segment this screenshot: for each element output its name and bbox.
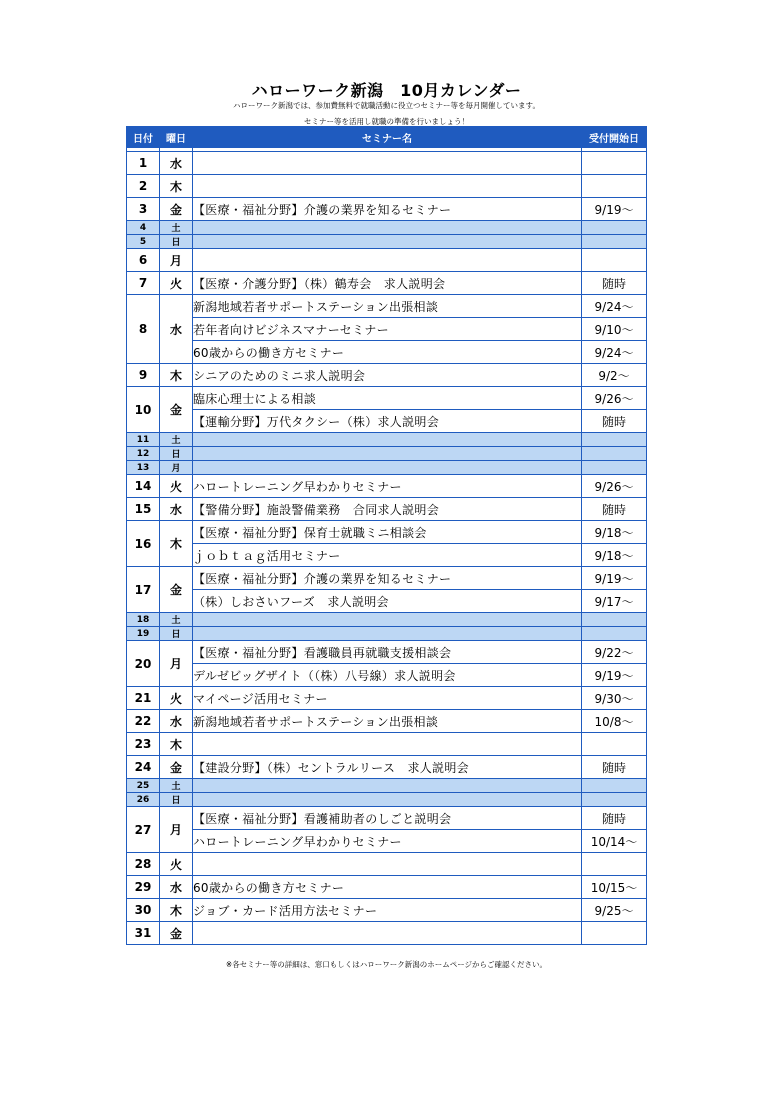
day-cell: 17 xyxy=(127,567,160,613)
start-date-cell xyxy=(582,235,647,249)
weekday-cell: 水 xyxy=(160,498,193,521)
day-cell: 16 xyxy=(127,521,160,567)
day-cell: 14 xyxy=(127,475,160,498)
weekday-cell: 水 xyxy=(160,876,193,899)
table-row xyxy=(127,175,647,198)
seminar-name-cell xyxy=(193,152,582,175)
start-date-cell: 9/30～ xyxy=(582,687,647,710)
seminar-name-cell: 【医療・介護分野】（株）鶴寿会 求人説明会 xyxy=(193,272,582,295)
start-date-cell: 9/22～ xyxy=(582,641,647,664)
table-row xyxy=(127,272,647,295)
day-cell: 2 xyxy=(127,175,160,198)
table-row xyxy=(127,567,647,590)
start-date-cell: 随時 xyxy=(582,498,647,521)
table-row xyxy=(127,793,647,807)
day-cell: 20 xyxy=(127,641,160,687)
table-row xyxy=(127,364,647,387)
weekday-cell: 日 xyxy=(160,235,193,249)
table-row xyxy=(127,410,647,433)
table-row xyxy=(127,544,647,567)
day-cell: 28 xyxy=(127,853,160,876)
weekday-cell: 水 xyxy=(160,295,193,364)
weekday-cell: 月 xyxy=(160,461,193,475)
weekday-cell: 木 xyxy=(160,364,193,387)
table-row xyxy=(127,341,647,364)
subtitle-intro: ハローワーク新潟では、参加費無料で就職活動に役立つセミナー等を毎月開催しています。 xyxy=(233,101,540,110)
seminar-name-cell: ハロートレーニング早わかりセミナー xyxy=(193,475,582,498)
table-row xyxy=(127,664,647,687)
start-date-cell xyxy=(582,922,647,945)
start-date-cell: 9/18～ xyxy=(582,521,647,544)
day-cell: 7 xyxy=(127,272,160,295)
seminar-name-cell xyxy=(193,779,582,793)
table-row xyxy=(127,756,647,779)
start-date-cell: 10/14～ xyxy=(582,830,647,853)
start-date-cell xyxy=(582,433,647,447)
seminar-name-cell: 60歳からの働き方セミナー xyxy=(193,876,582,899)
start-date-cell xyxy=(582,779,647,793)
seminar-name-cell: 【医療・福祉分野】介護の業界を知るセミナー xyxy=(193,198,582,221)
start-date-cell: 9/24～ xyxy=(582,341,647,364)
day-cell: 10 xyxy=(127,387,160,433)
weekday-cell: 木 xyxy=(160,175,193,198)
table-row xyxy=(127,521,647,544)
seminar-name-cell xyxy=(193,922,582,945)
start-date-cell: 9/10～ xyxy=(582,318,647,341)
start-date-cell xyxy=(582,733,647,756)
table-row xyxy=(127,807,647,830)
table-row xyxy=(127,249,647,272)
seminar-name-cell xyxy=(193,853,582,876)
day-cell: 25 xyxy=(127,779,160,793)
seminar-name-cell: 若年者向けビジネスマナーセミナー xyxy=(193,318,582,341)
day-cell: 12 xyxy=(127,447,160,461)
start-date-cell xyxy=(582,793,647,807)
day-cell: 23 xyxy=(127,733,160,756)
start-date-cell: 随時 xyxy=(582,807,647,830)
table-row xyxy=(127,733,647,756)
table-header-row xyxy=(127,127,647,148)
day-cell: 19 xyxy=(127,627,160,641)
weekday-cell: 金 xyxy=(160,567,193,613)
start-date-cell: 9/19～ xyxy=(582,664,647,687)
weekday-cell: 土 xyxy=(160,613,193,627)
table-row xyxy=(127,318,647,341)
start-date-cell: 10/15～ xyxy=(582,876,647,899)
table-row xyxy=(127,830,647,853)
table-row xyxy=(127,475,647,498)
start-date-cell: 9/18～ xyxy=(582,544,647,567)
seminar-name-cell xyxy=(193,175,582,198)
seminar-name-cell xyxy=(193,249,582,272)
seminar-name-cell: シニアのためのミニ求人説明会 xyxy=(193,364,582,387)
header-weekday: 曜日 xyxy=(160,127,193,148)
weekday-cell: 日 xyxy=(160,627,193,641)
start-date-cell xyxy=(582,627,647,641)
day-cell: 11 xyxy=(127,433,160,447)
day-cell: 15 xyxy=(127,498,160,521)
table-row xyxy=(127,899,647,922)
table-row xyxy=(127,876,647,899)
weekday-cell: 月 xyxy=(160,807,193,853)
weekday-cell: 日 xyxy=(160,793,193,807)
weekday-cell: 金 xyxy=(160,387,193,433)
day-cell: 22 xyxy=(127,710,160,733)
table-row xyxy=(127,590,647,613)
start-date-cell: 9/24～ xyxy=(582,295,647,318)
day-cell: 9 xyxy=(127,364,160,387)
day-cell: 31 xyxy=(127,922,160,945)
table-row xyxy=(127,221,647,235)
weekday-cell: 火 xyxy=(160,687,193,710)
table-row xyxy=(127,387,647,410)
seminar-name-cell: ハロートレーニング早わかりセミナー xyxy=(193,830,582,853)
header-start-date: 受付開始日 xyxy=(582,127,647,148)
table-row xyxy=(127,922,647,945)
page-title: ハローワーク新潟 10月カレンダー xyxy=(251,81,522,100)
day-cell: 18 xyxy=(127,613,160,627)
footnote: ※各セミナー等の詳細は、窓口もしくはハローワーク新潟のホームページからご確認ください。 xyxy=(225,960,548,969)
weekday-cell: 土 xyxy=(160,779,193,793)
weekday-cell: 木 xyxy=(160,733,193,756)
weekday-cell: 水 xyxy=(160,152,193,175)
header-day: 日付 xyxy=(127,127,160,148)
seminar-name-cell: 【運輸分野】万代タクシー（株）求人説明会 xyxy=(193,410,582,433)
day-cell: 3 xyxy=(127,198,160,221)
weekday-cell: 日 xyxy=(160,447,193,461)
seminar-name-cell: 60歳からの働き方セミナー xyxy=(193,341,582,364)
start-date-cell: 9/26～ xyxy=(582,387,647,410)
seminar-name-cell: 【医療・福祉分野】介護の業界を知るセミナー xyxy=(193,567,582,590)
day-cell: 1 xyxy=(127,152,160,175)
seminar-name-cell: 新潟地域若者サポートステーション出張相談 xyxy=(193,295,582,318)
seminar-name-cell xyxy=(193,221,582,235)
seminar-name-cell: 【医療・福祉分野】看護職員再就職支援相談会 xyxy=(193,641,582,664)
seminar-name-cell: 【医療・福祉分野】看護補助者のしごと説明会 xyxy=(193,807,582,830)
start-date-cell xyxy=(582,447,647,461)
seminar-name-cell xyxy=(193,793,582,807)
weekday-cell: 水 xyxy=(160,710,193,733)
start-date-cell: 随時 xyxy=(582,272,647,295)
start-date-cell: 9/19～ xyxy=(582,567,647,590)
seminar-name-cell xyxy=(193,627,582,641)
table-row xyxy=(127,710,647,733)
seminar-calendar-table xyxy=(126,126,647,945)
weekday-cell: 月 xyxy=(160,641,193,687)
day-cell: 8 xyxy=(127,295,160,364)
seminar-name-cell: 【建設分野】（株）セントラルリース 求人説明会 xyxy=(193,756,582,779)
weekday-cell: 火 xyxy=(160,272,193,295)
seminar-name-cell xyxy=(193,461,582,475)
start-date-cell: 9/17～ xyxy=(582,590,647,613)
table-row xyxy=(127,627,647,641)
start-date-cell: 9/26～ xyxy=(582,475,647,498)
seminar-name-cell: 【警備分野】施設警備業務 合同求人説明会 xyxy=(193,498,582,521)
day-cell: 5 xyxy=(127,235,160,249)
seminar-name-cell xyxy=(193,447,582,461)
calendar-body xyxy=(127,148,647,945)
start-date-cell xyxy=(582,175,647,198)
seminar-name-cell xyxy=(193,613,582,627)
weekday-cell: 月 xyxy=(160,249,193,272)
table-row xyxy=(127,447,647,461)
table-row xyxy=(127,461,647,475)
header-seminar: セミナー名 xyxy=(193,127,582,148)
seminar-name-cell: デルゼビッグザイト（（株）八号線）求人説明会 xyxy=(193,664,582,687)
weekday-cell: 金 xyxy=(160,198,193,221)
table-row xyxy=(127,235,647,249)
seminar-name-cell xyxy=(193,433,582,447)
table-row xyxy=(127,687,647,710)
day-cell: 26 xyxy=(127,793,160,807)
weekday-cell: 木 xyxy=(160,899,193,922)
seminar-name-cell xyxy=(193,235,582,249)
weekday-cell: 金 xyxy=(160,756,193,779)
day-cell: 6 xyxy=(127,249,160,272)
day-cell: 29 xyxy=(127,876,160,899)
start-date-cell xyxy=(582,152,647,175)
start-date-cell: 9/2～ xyxy=(582,364,647,387)
weekday-cell: 土 xyxy=(160,433,193,447)
day-cell: 13 xyxy=(127,461,160,475)
start-date-cell xyxy=(582,221,647,235)
table-row xyxy=(127,498,647,521)
table-row xyxy=(127,433,647,447)
start-date-cell: 9/25～ xyxy=(582,899,647,922)
seminar-name-cell: 【医療・福祉分野】保育士就職ミニ相談会 xyxy=(193,521,582,544)
table-row xyxy=(127,295,647,318)
seminar-name-cell: ジョブ・カード活用方法セミナー xyxy=(193,899,582,922)
weekday-cell: 金 xyxy=(160,922,193,945)
seminar-name-cell: 臨床心理士による相談 xyxy=(193,387,582,410)
day-cell: 21 xyxy=(127,687,160,710)
start-date-cell: 随時 xyxy=(582,410,647,433)
seminar-name-cell: 新潟地域若者サポートステーション出張相談 xyxy=(193,710,582,733)
seminar-name-cell xyxy=(193,733,582,756)
day-cell: 30 xyxy=(127,899,160,922)
seminar-name-cell: （株）しおさいフーズ 求人説明会 xyxy=(193,590,582,613)
table-row xyxy=(127,641,647,664)
start-date-cell xyxy=(582,853,647,876)
subtitle-encourage: セミナー等を活用し就職の準備を行いましょう！ xyxy=(304,117,469,126)
start-date-cell xyxy=(582,249,647,272)
start-date-cell: 随時 xyxy=(582,756,647,779)
table-row xyxy=(127,198,647,221)
weekday-cell: 土 xyxy=(160,221,193,235)
weekday-cell: 火 xyxy=(160,475,193,498)
table-row xyxy=(127,152,647,175)
day-cell: 27 xyxy=(127,807,160,853)
weekday-cell: 木 xyxy=(160,521,193,567)
day-cell: 4 xyxy=(127,221,160,235)
seminar-name-cell: マイページ活用セミナー xyxy=(193,687,582,710)
seminar-name-cell: ｊｏｂｔａｇ活用セミナー xyxy=(193,544,582,567)
start-date-cell: 9/19～ xyxy=(582,198,647,221)
table-row xyxy=(127,779,647,793)
start-date-cell xyxy=(582,613,647,627)
day-cell: 24 xyxy=(127,756,160,779)
table-row xyxy=(127,853,647,876)
weekday-cell: 火 xyxy=(160,853,193,876)
table-row xyxy=(127,613,647,627)
start-date-cell xyxy=(582,461,647,475)
start-date-cell: 10/8～ xyxy=(582,710,647,733)
